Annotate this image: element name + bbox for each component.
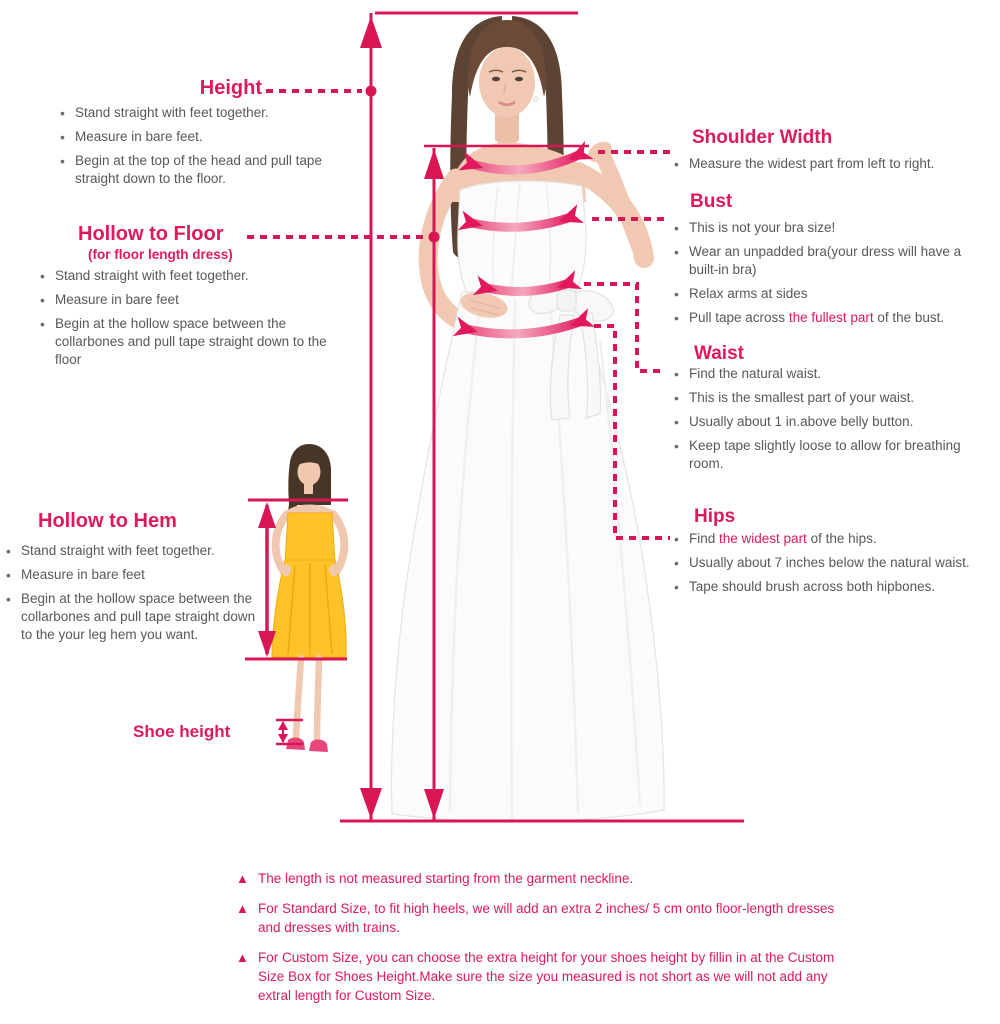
bullet-dot: •: [60, 105, 65, 121]
bullet-dot: •: [674, 220, 679, 236]
bullet-dot: •: [674, 438, 679, 454]
bullet-dot: •: [674, 414, 679, 430]
instruction-text: Measure in bare feet: [21, 567, 145, 582]
dress-bow: [524, 279, 617, 420]
instruction-text: Stand straight with feet together.: [55, 268, 249, 283]
bust-instructions: [674, 219, 986, 333]
bullet-dot: •: [6, 591, 11, 607]
list-item: [674, 155, 996, 173]
warning-triangle-icon: ▲: [236, 871, 249, 886]
bust-title: Bust: [690, 191, 733, 212]
instruction-text: This is not your bra size!: [689, 220, 836, 235]
list-item: [674, 389, 982, 407]
instruction-text: Find the natural waist.: [689, 366, 822, 381]
bullet-dot: •: [6, 543, 11, 559]
hips-connector: [594, 326, 670, 538]
footnote-item: [236, 948, 848, 1005]
list-item: [674, 413, 982, 431]
instruction-text: Stand straight with feet together.: [75, 105, 269, 120]
hollow-to-hem-title: Hollow to Hem: [38, 510, 177, 532]
instruction-text: Stand straight with feet together.: [21, 543, 215, 558]
instruction-text: Measure the widest part from left to right.: [689, 156, 935, 171]
instruction-text: Begin at the hollow space between the collarbones and pull tape straight down to the floor: [55, 316, 327, 367]
bullet-dot: •: [674, 156, 679, 172]
list-item: [60, 128, 348, 146]
footnotes: [236, 869, 848, 1016]
bullet-dot: •: [60, 129, 65, 145]
bullet-dot: •: [40, 292, 45, 308]
highlighted-text: the fullest part: [788, 310, 874, 325]
hollow-to-floor-instructions: [40, 267, 332, 375]
footnote-item: [236, 899, 848, 937]
footnote-text: The length is not measured starting from the garment neckline.: [258, 871, 634, 886]
list-item: [674, 578, 992, 596]
bullet-dot: •: [40, 268, 45, 284]
hips-ribbon: [462, 320, 585, 334]
list-item: [674, 365, 982, 383]
waist-connector: [584, 284, 666, 371]
warning-triangle-icon: ▲: [236, 950, 249, 965]
footnote-item: [236, 869, 848, 888]
list-item: [674, 285, 986, 303]
shoe-height-title: Shoe height: [133, 722, 231, 741]
bullet-dot: •: [40, 316, 45, 332]
bullet-dot: •: [6, 567, 11, 583]
bullet-dot: •: [674, 310, 679, 326]
bullet-dot: •: [674, 244, 679, 260]
hollow-to-hem-instructions: [6, 542, 268, 650]
shoulder-width-title: Shoulder Width: [692, 127, 833, 148]
shoulder-width-ribbon: [468, 153, 583, 170]
warning-triangle-icon: ▲: [236, 901, 249, 916]
bust-ribbon: [467, 216, 574, 227]
list-item: [674, 554, 992, 572]
instruction-text: Usually about 7 inches below the natural waist.: [689, 555, 970, 570]
bullet-dot: •: [674, 390, 679, 406]
height-instructions: [60, 104, 348, 194]
instruction-text: Keep tape slightly loose to allow for breathing room.: [689, 438, 961, 471]
list-item: [674, 243, 986, 279]
list-item: [674, 530, 992, 548]
instruction-text: Measure in bare feet.: [75, 129, 203, 144]
list-item: [674, 437, 982, 473]
hips-title: Hips: [694, 506, 736, 527]
instruction-text: Find the widest part of the hips.: [689, 531, 877, 546]
bullet-dot: •: [674, 531, 679, 547]
list-item: [674, 219, 986, 237]
hips-instructions: [674, 530, 992, 602]
instruction-text: Usually about 1 in.above belly button.: [689, 414, 914, 429]
instruction-text: Wear an unpadded bra(your dress will have a built-in bra): [689, 244, 962, 277]
small-model-figure: [272, 444, 346, 752]
footnote-text: For Standard Size, to fit high heels, we will add an extra 2 inches/ 5 cm onto floor-length dresses and dresses with trains.: [258, 901, 835, 935]
list-item: [6, 590, 268, 644]
instruction-text: Tape should brush across both hipbones.: [689, 579, 936, 594]
instruction-text: Relax arms at sides: [689, 286, 808, 301]
list-item: [60, 152, 348, 188]
bullet-dot: •: [674, 579, 679, 595]
shoulder-width-instructions: [674, 155, 996, 179]
shoe-height-line: [276, 720, 303, 744]
list-item: [40, 267, 332, 285]
list-item: [40, 291, 332, 309]
height-title: Height: [199, 77, 262, 99]
waist-ribbon: [482, 282, 572, 291]
highlighted-text: the widest part: [719, 531, 807, 546]
waist-title: Waist: [694, 343, 744, 364]
main-model-figure: [392, 16, 665, 822]
hollow-to-floor-title: Hollow to Floor: [78, 223, 224, 245]
instruction-text: Measure in bare feet: [55, 292, 179, 307]
list-item: [6, 566, 268, 584]
waist-instructions: [674, 365, 982, 479]
instruction-text: Begin at the hollow space between the collarbones and pull tape straight down to the your leg hem you want.: [21, 591, 256, 642]
bullet-dot: •: [674, 555, 679, 571]
bullet-dot: •: [674, 366, 679, 382]
list-item: [674, 309, 986, 327]
list-item: [6, 542, 268, 560]
hollow-to-floor-subtitle: (for floor length dress): [88, 247, 233, 262]
list-item: [40, 315, 332, 369]
instruction-text: Begin at the top of the head and pull tape straight down to the floor.: [75, 153, 322, 186]
bullet-dot: •: [674, 286, 679, 302]
hollow-to-floor-line: [247, 146, 589, 820]
list-item: [60, 104, 348, 122]
instruction-text: This is the smallest part of your waist.: [689, 390, 915, 405]
instruction-text: Pull tape across the fullest part of the bust.: [689, 310, 945, 325]
footnote-text: For Custom Size, you can choose the extra height for your shoes height by fillin in at the Custom Size Box for Shoes Height.Make sure the size you measured is not short as we will not add any extral length for Custom Size.: [258, 950, 835, 1003]
bullet-dot: •: [60, 153, 65, 169]
